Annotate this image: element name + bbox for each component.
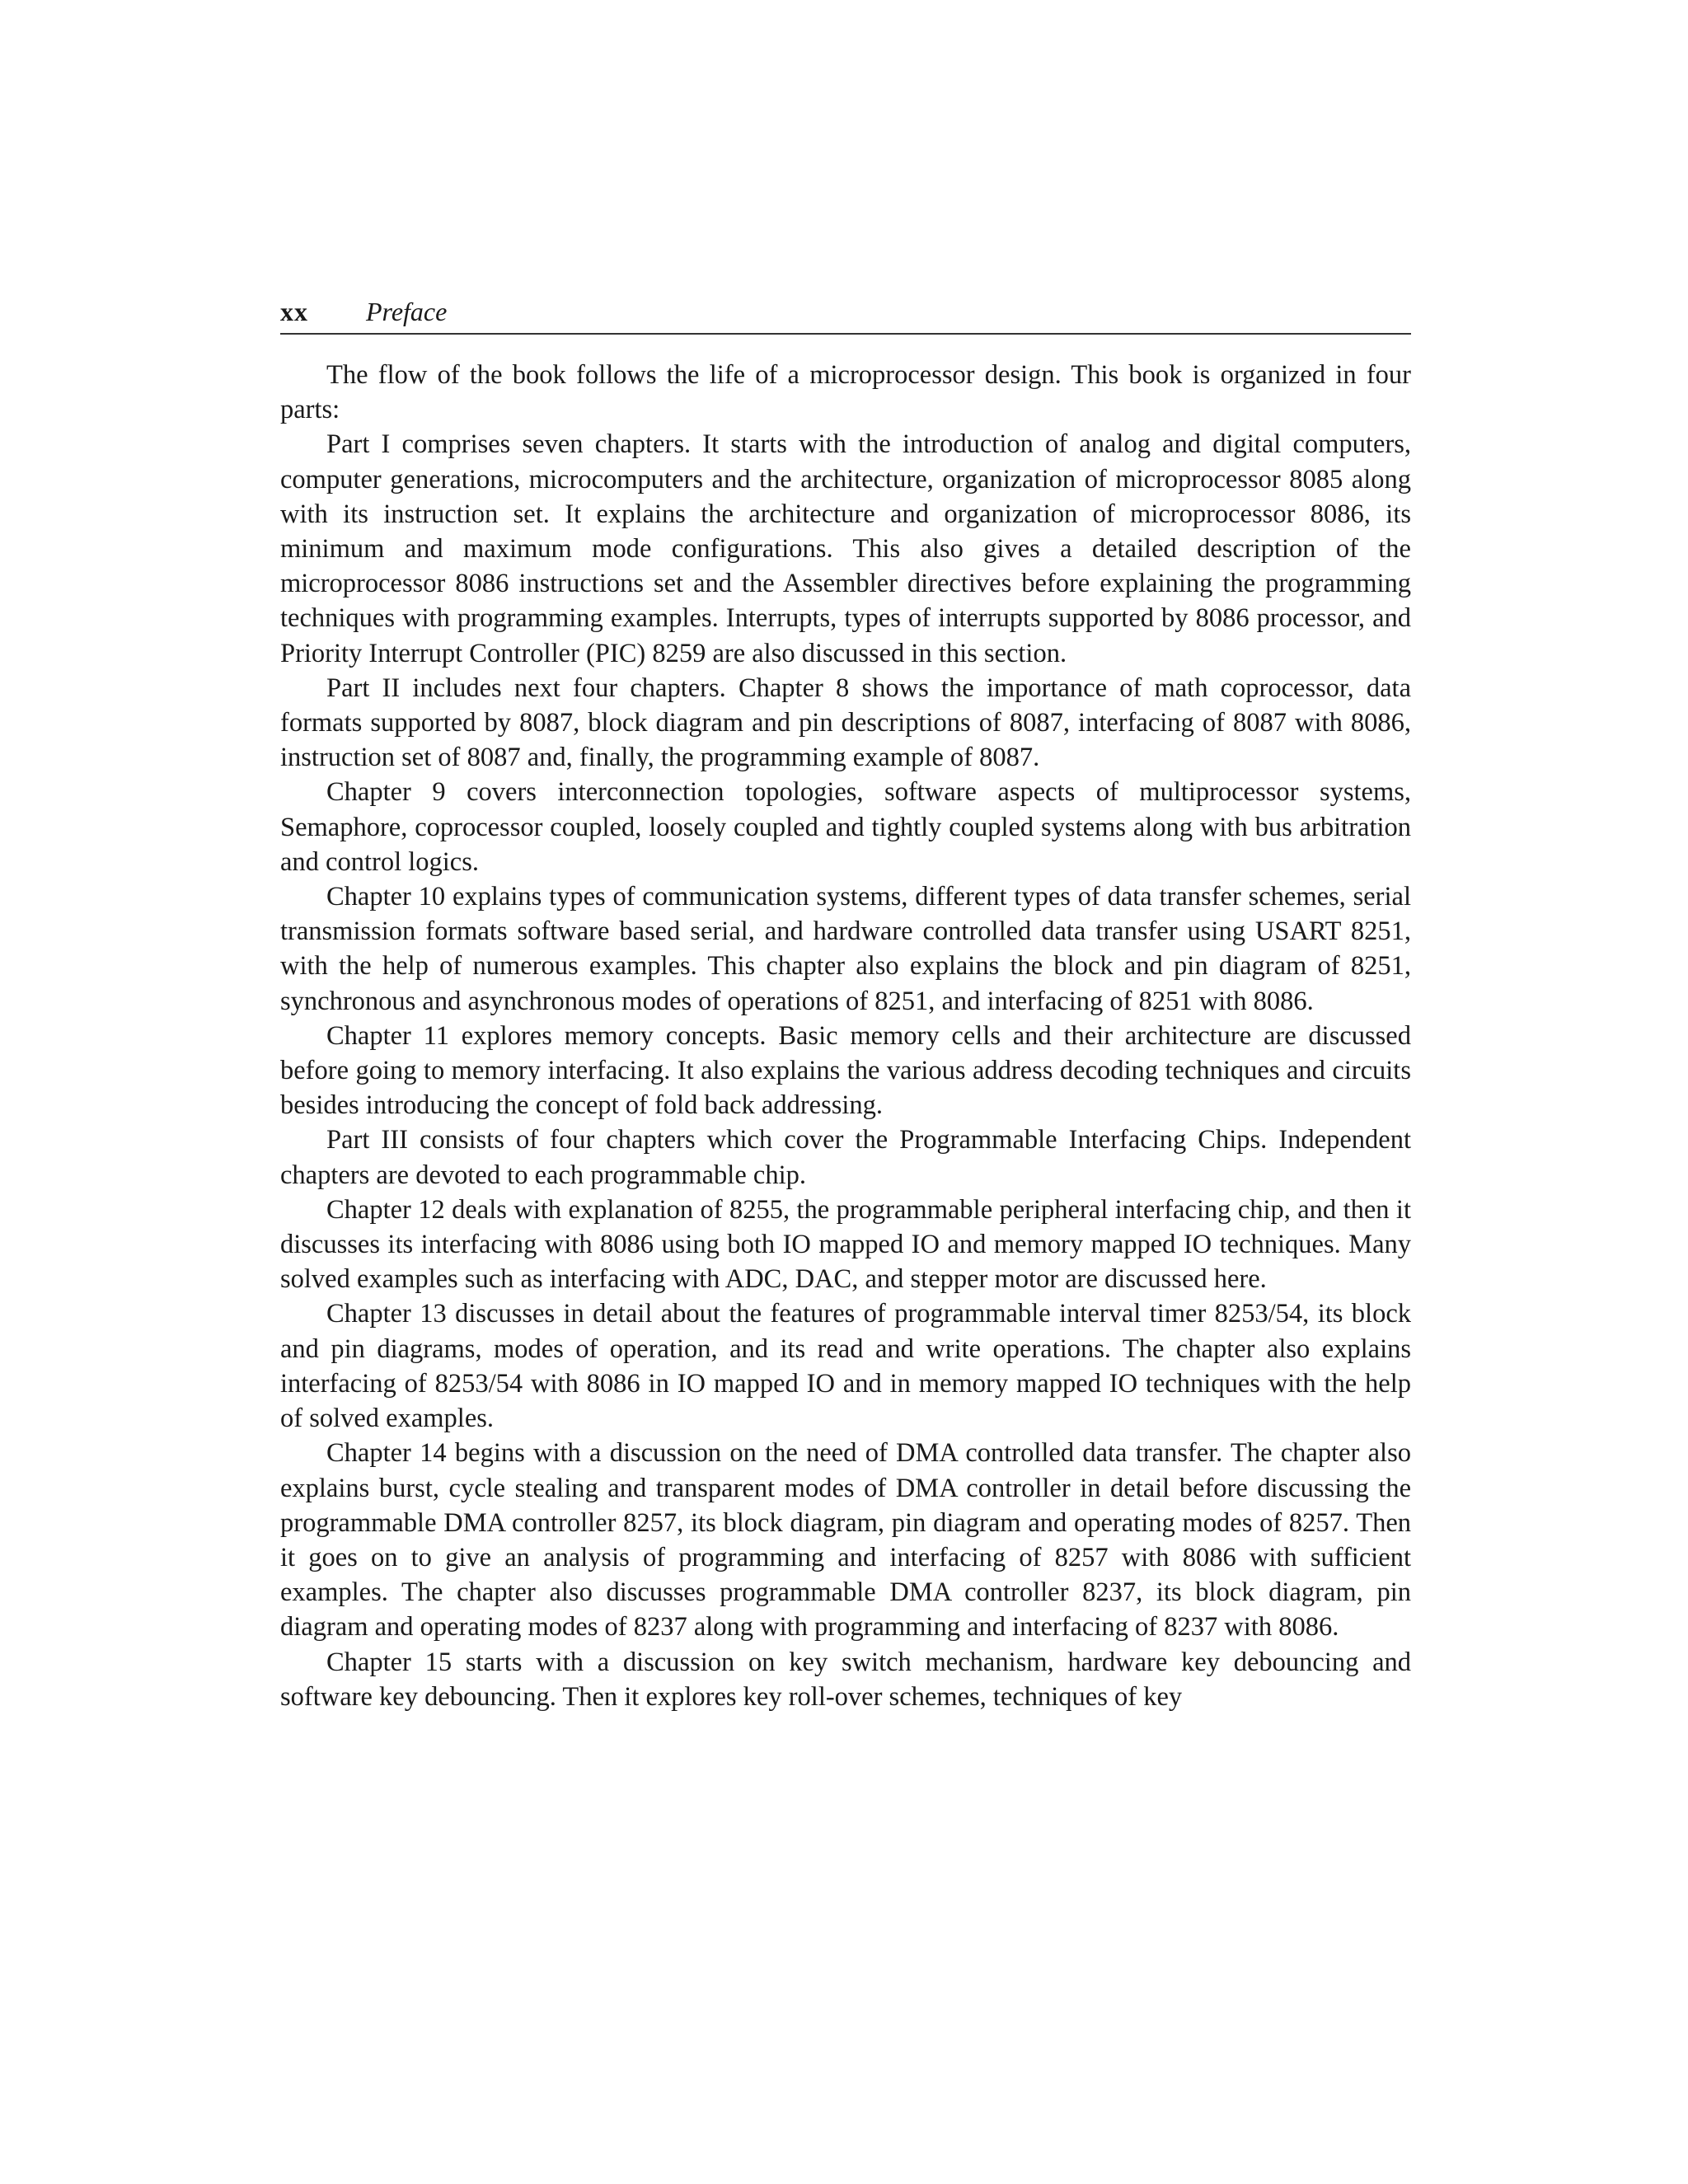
body-text (280, 358, 1411, 1714)
paragraph-chapter-14: Chapter 14 begins with a discussion on the need of DMA controlled data transfer. The chapter also explains burst, cycle stealing and transparent modes of DMA controller in detail before discussing the programmable DMA controller 8257, its block diagram, pin diagram and operating modes of 8257. Then it goes on to give an analysis of programming and interfacing of 8257 with 8086 with sufficient examples. The chapter also discusses programmable DMA controller 8237, its block diagram, pin diagram and operating modes of 8237 along with programming and interfacing of 8237 with 8086. (280, 1438, 1411, 1643)
paragraph-chapter-9: Chapter 9 covers interconnection topologies, software aspects of multiprocessor systems, Semaphore, coprocessor coupled, loosely coupled and tightly coupled systems along with bus arbitration and control logics. (280, 777, 1411, 877)
running-head (280, 297, 1411, 335)
paragraph-chapter-13: Chapter 13 discusses in detail about the features of programmable interval timer 8253/54, its block and pin diagrams, modes of operation, and its read and write operations. The chapter also explains interfacing of 8253/54 with 8086 in IO mapped IO and in memory mapped IO techniques with the help of solved examples. (280, 1299, 1411, 1434)
paragraph-part-1: Part I comprises seven chapters. It starts with the introduction of analog and digital computers, computer generations, microcomputers and the architecture, organization of microprocessor 8085 along with its instruction set. It explains the architecture and organization of microprocessor 8086, its minimum and maximum mode configurations. This also gives a detailed description of the microprocessor 8086 instructions set and the Assembler directives before explaining the programming techniques with programming examples. Interrupts, types of interrupts supported by 8086 processor, and Priority Interrupt Controller (PIC) 8259 are also discussed in this section. (280, 429, 1411, 668)
section-title: Preface (366, 297, 448, 326)
paragraph-chapter-12: Chapter 12 deals with explanation of 8255, the programmable peripheral interfacing chip, and then it discusses its interfacing with 8086 using both IO mapped IO and memory mapped IO techniques. Many solved examples such as interfacing with ADC, DAC, and stepper motor are discussed here. (280, 1194, 1411, 1295)
paragraph-chapter-11: Chapter 11 explores memory concepts. Basic memory cells and their architecture are discussed before going to memory interfacing. It also explains the various address decoding techniques and circuits besides introducing the concept of fold back addressing. (280, 1020, 1411, 1121)
paragraph-intro: The flow of the book follows the life of a microprocessor design. This book is organized in four parts: (280, 360, 1411, 425)
page-number: xx (280, 297, 308, 326)
paragraph-part-2: Part II includes next four chapters. Chapter 8 shows the importance of math coprocessor, data formats supported by 8087, block diagram and pin descriptions of 8087, interfacing of 8087 with 8086, instruction set of 8087 and, finally, the programming example of 8087. (280, 673, 1411, 773)
paragraph-part-3: Part III consists of four chapters which cover the Programmable Interfacing Chips. Independent chapters are devoted to each programmable chip. (280, 1125, 1411, 1190)
paragraph-chapter-10: Chapter 10 explains types of communication systems, different types of data transfer schemes, serial transmission formats software based serial, and hardware controlled data transfer using USART 8251, with the help of numerous examples. This chapter also explains the block and pin diagram of 8251, synchronous and asynchronous modes of operations of 8251, and interfacing of 8251 with 8086. (280, 882, 1411, 1016)
book-page (280, 297, 1411, 1714)
paragraph-chapter-15: Chapter 15 starts with a discussion on key switch mechanism, hardware key debouncing and software key debouncing. Then it explores key roll-over schemes, techniques of key (280, 1647, 1411, 1712)
